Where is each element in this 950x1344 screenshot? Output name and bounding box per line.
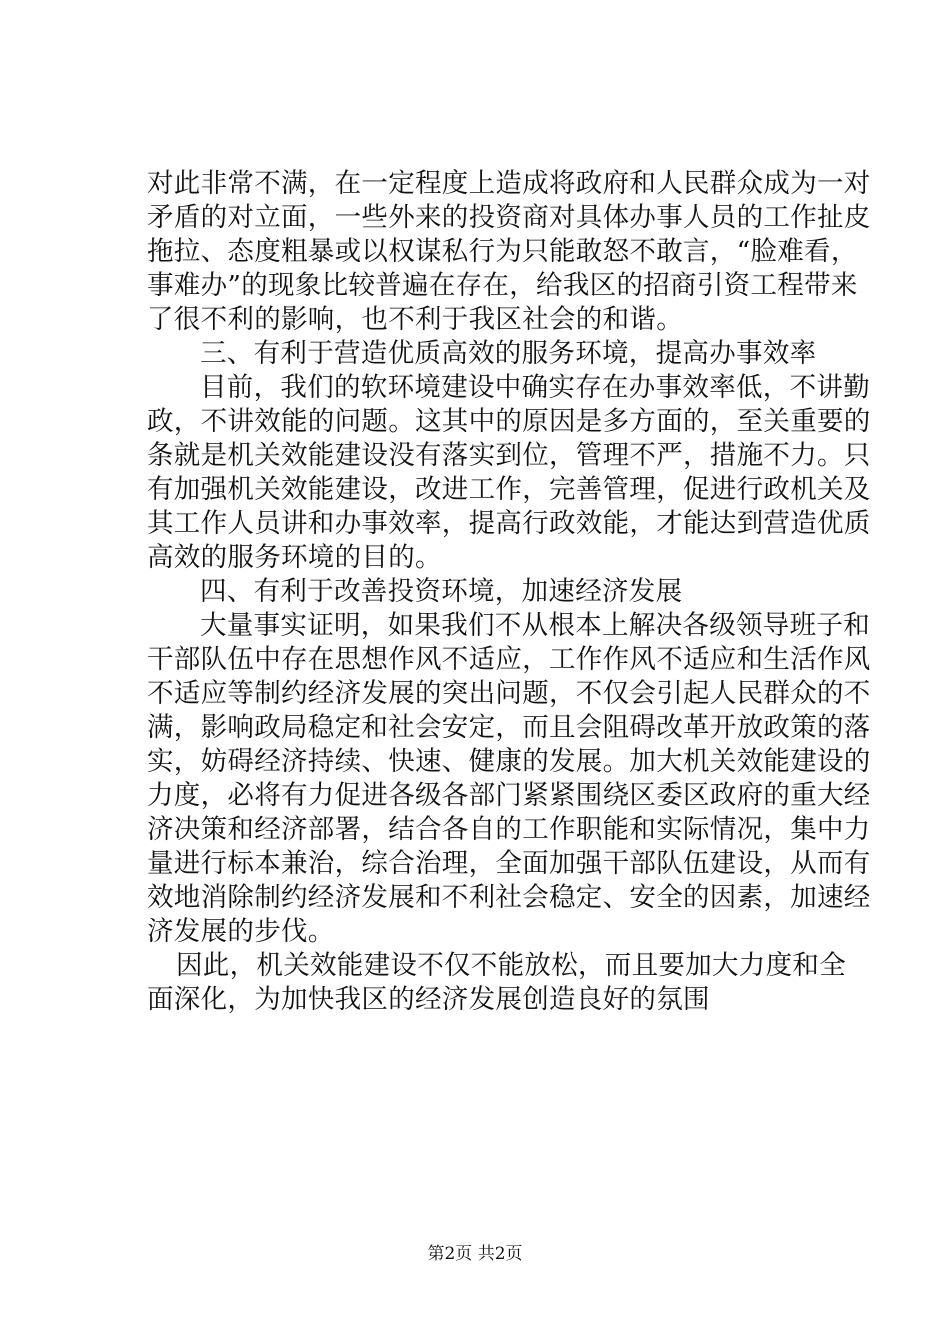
body-text-line: 济决策和经济部署，结合各自的工作职能和实际情况，集中力 (147, 814, 871, 845)
body-text-line: 矛盾的对立面，一些外来的投资商对具体办事人员的工作扯皮 (147, 202, 871, 233)
body-text-line: 高效的服务环境的目的。 (147, 542, 442, 573)
body-text-line: 因此，机关效能建设不仅不能放松，而且要加大力度和全 (176, 950, 846, 981)
body-text-line: 大量事实证明，如果我们不从根本上解决各级领导班子和 (200, 610, 870, 641)
body-text-line: 量进行标本兼治，综合治理，全面加强干部队伍建设，从而有 (147, 848, 871, 879)
body-text-line: 政，不讲效能的问题。这其中的原因是多方面的，至关重要的 (147, 406, 871, 437)
body-text-line: 不适应等制约经济发展的突出问题，不仅会引起人民群众的不 (147, 678, 871, 709)
body-text-line: 目前，我们的软环境建设中确实存在办事效率低，不讲勤 (200, 372, 870, 403)
body-text-line: 有加强机关效能建设，改进工作，完善管理，促进行政机关及 (147, 474, 871, 505)
body-text-line: 干部队伍中存在思想作风不适应，工作作风不适应和生活作风 (147, 644, 871, 675)
body-text-line: 条就是机关效能建设没有落实到位，管理不严，措施不力。只 (147, 440, 871, 471)
body-text-line: 事难办”的现象比较普遍在存在，给我区的招商引资工程带来 (147, 270, 858, 301)
body-text-line: 满，影响政局稳定和社会安定，而且会阻碍改革开放政策的落 (147, 712, 871, 743)
body-text-line: 效地消除制约经济发展和不利社会稳定、安全的因素，加速经 (147, 882, 871, 913)
section-heading-four: 四、有利于改善投资环境，加速经济发展 (200, 576, 683, 607)
body-text-line: 面深化，为加快我区的经济发展创造良好的氛围 (147, 984, 710, 1015)
body-text-line: 了很不利的影响，也不利于我区社会的和谐。 (147, 304, 683, 335)
body-text-line: 其工作人员讲和办事效率，提高行政效能，才能达到营造优质 (147, 508, 871, 539)
body-text-line: 力度，必将有力促进各级各部门紧紧围绕区委区政府的重大经 (147, 780, 871, 811)
body-text-line: 拖拉、态度粗暴或以权谋私行为只能敢怒不敢言，“脸难看， (147, 236, 858, 267)
body-text-line: 济发展的步伐。 (147, 916, 335, 947)
body-text-line: 对此非常不满，在一定程度上造成将政府和人民群众成为一对 (147, 168, 871, 199)
section-heading-three: 三、有利于营造优质高效的服务环境，提高办事效率 (200, 338, 817, 369)
body-text-line: 实，妨碍经济持续、快速、健康的发展。加大机关效能建设的 (147, 746, 871, 777)
page-number-footer: 第2页 共2页 (427, 1244, 523, 1264)
